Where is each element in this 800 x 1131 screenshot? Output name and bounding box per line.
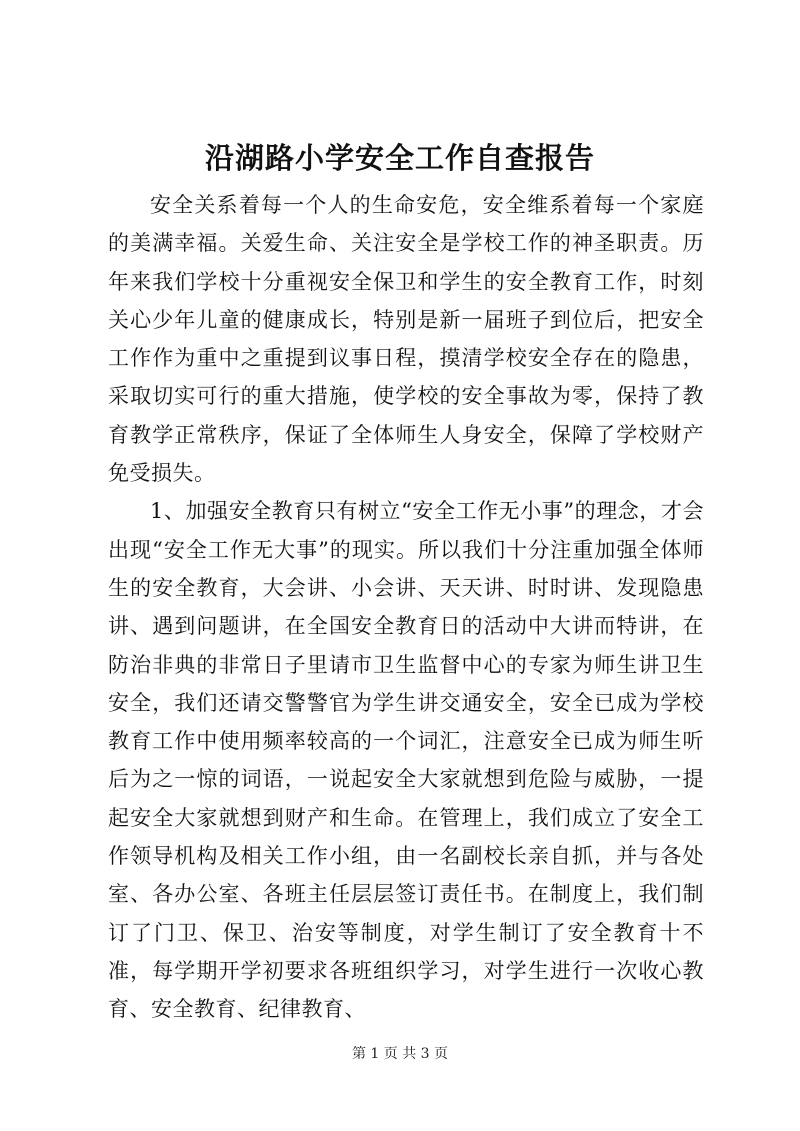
document-body: [108, 186, 704, 1029]
document-title: 沿湖路小学安全工作自查报告: [204, 141, 595, 175]
paragraph-intro: 安全关系着每一个人的生命安危，安全维系着每一个家庭的美满幸福。关爱生命、关注安全是学校工作的神圣职责。历年来我们学校十分重视安全保卫和学生的安全教育工作，时刻关心少年儿童的健康成长，特别是新一届班子到位后，把安全工作作为重中之重提到议事日程，摸清学校安全存在的隐患，采取切实可行的重大措施，使学校的安全事故为零，保持了教育教学正常秩序，保证了全体师生人身安全，保障了学校财产免受损失。: [108, 193, 704, 486]
page-footer: 第 1 页 共 3 页: [351, 1046, 449, 1062]
paragraph-safety-education: 1、加强安全教育只有树立“安全工作无小事”的理念，才会出现“安全工作无大事”的现实。所以我们十分注重加强全体师生的安全教育，大会讲、小会讲、天天讲、时时讲、发现隐患讲、遇到问题讲，在全国安全教育日的活动中大讲而特讲，在防治非典的非常日子里请市卫生监督中心的专家为师生讲卫生安全，我们还请交警警官为学生讲交通安全，安全已成为学校教育工作中使用频率较高的一个词汇，注意安全已成为师生听后为之一惊的词语，一说起安全大家就想到危险与威胁，一提起安全大家就想到财产和生命。在管理上，我们成立了安全工作领导机构及相关工作小组，由一名副校长亲自抓，并与各处室、各办公室、各班主任层层签订责任书。在制度上，我们制订了门卫、保卫、治安等制度，对学生制订了安全教育十不准，每学期开学初要求各班组织学习，对学生进行一次收心教育、安全教育、纪律教育、: [108, 499, 704, 1022]
